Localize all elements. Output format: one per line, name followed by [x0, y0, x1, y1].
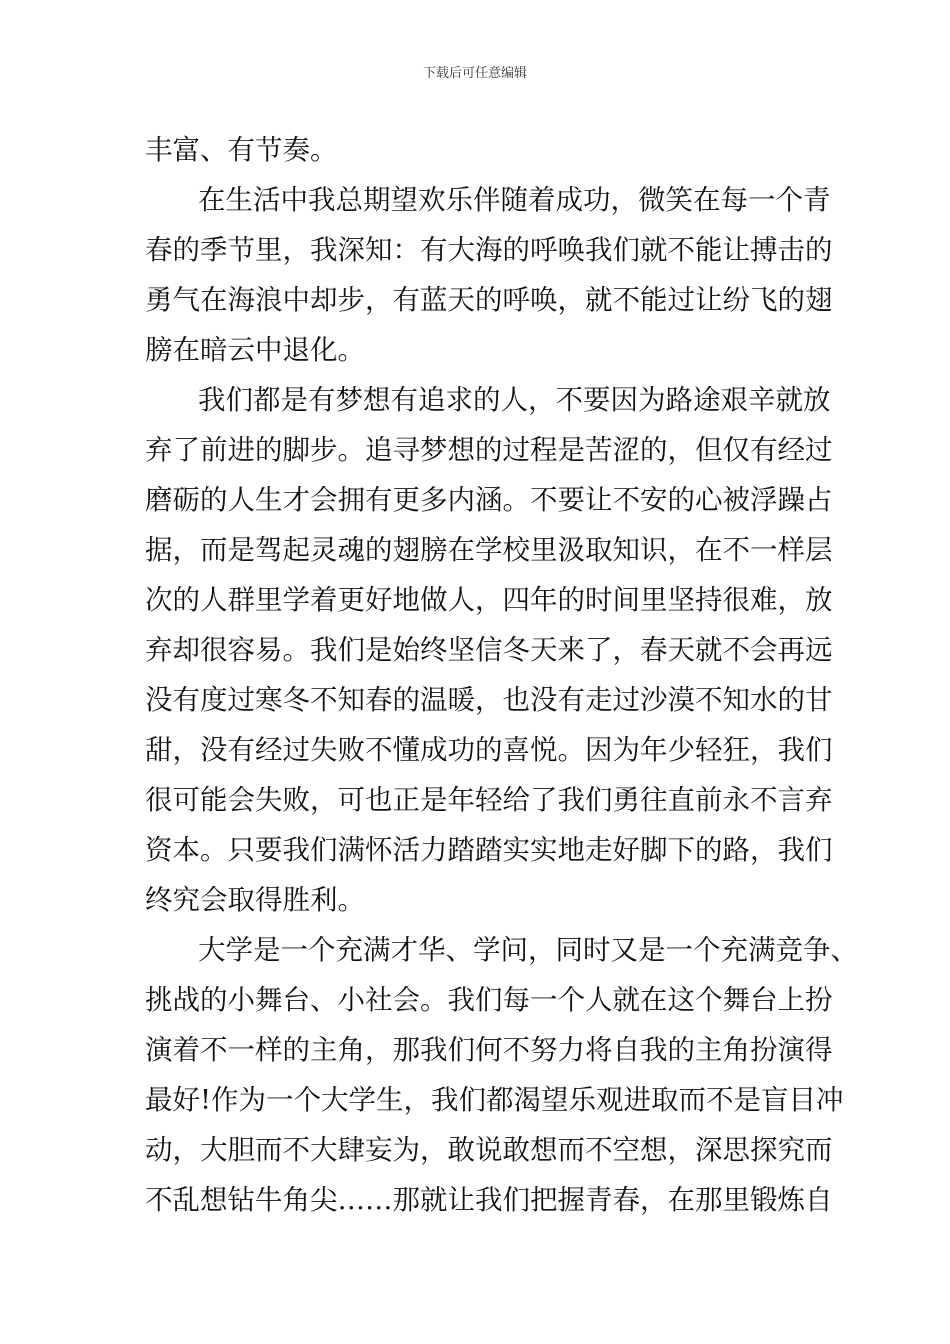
paragraph-start: 大学是一个充满才华、学问，同时又是一个充满竞争、 — [198, 934, 858, 966]
text-line: 资本。只要我们满怀活力踏踏实实地走好脚下的路，我们 — [145, 834, 833, 866]
text-line: 丰富、有节奏。 — [145, 134, 338, 166]
text-line: 弃却很容易。我们是始终坚信冬天来了，春天就不会再远 — [145, 634, 833, 666]
page-header: 下载后可任意编辑 — [422, 66, 527, 81]
text-line: 弃了前进的脚步。追寻梦想的过程是苦涩的，但仅有经过 — [145, 434, 833, 466]
text-line: 最好!作为一个大学生，我们都渴望乐观进取而不是盲目冲 — [145, 1084, 844, 1116]
text-line: 终究会取得胜利。 — [145, 884, 365, 916]
text-line: 动，大胆而不大肆妄为，敢说敢想而不空想，深思探究而 — [145, 1134, 833, 1166]
paragraph-start: 我们都是有梦想有追求的人，不要因为路途艰辛就放 — [198, 384, 831, 416]
text-line: 勇气在海浪中却步，有蓝天的呼唤，就不能过让纷飞的翅 — [145, 284, 833, 316]
text-line: 据，而是驾起灵魂的翅膀在学校里汲取知识，在不一样层 — [145, 534, 833, 566]
paragraph-start: 在生活中我总期望欢乐伴随着成功，微笑在每一个青 — [198, 184, 831, 216]
text-line: 次的人群里学着更好地做人，四年的时间里坚持很难，放 — [145, 584, 833, 616]
text-line: 膀在暗云中退化。 — [145, 334, 365, 366]
text-line: 磨砺的人生才会拥有更多内涵。不要让不安的心被浮躁占 — [145, 484, 833, 516]
text-line: 没有度过寒冬不知春的温暖，也没有走过沙漠不知水的甘 — [145, 684, 833, 716]
text-line: 甜，没有经过失败不懂成功的喜悦。因为年少轻狂，我们 — [145, 734, 833, 766]
text-line: 春的季节里，我深知：有大海的呼唤我们就不能让搏击的 — [145, 234, 833, 266]
text-line: 演着不一样的主角，那我们何不努力将自我的主角扮演得 — [145, 1034, 833, 1066]
text-line: 挑战的小舞台、小社会。我们每一个人就在这个舞台上扮 — [145, 984, 833, 1016]
text-line: 不乱想钻牛角尖……那就让我们把握青春，在那里锻炼自 — [145, 1184, 833, 1216]
text-line: 很可能会失败，可也正是年轻给了我们勇往直前永不言弃 — [145, 784, 833, 816]
